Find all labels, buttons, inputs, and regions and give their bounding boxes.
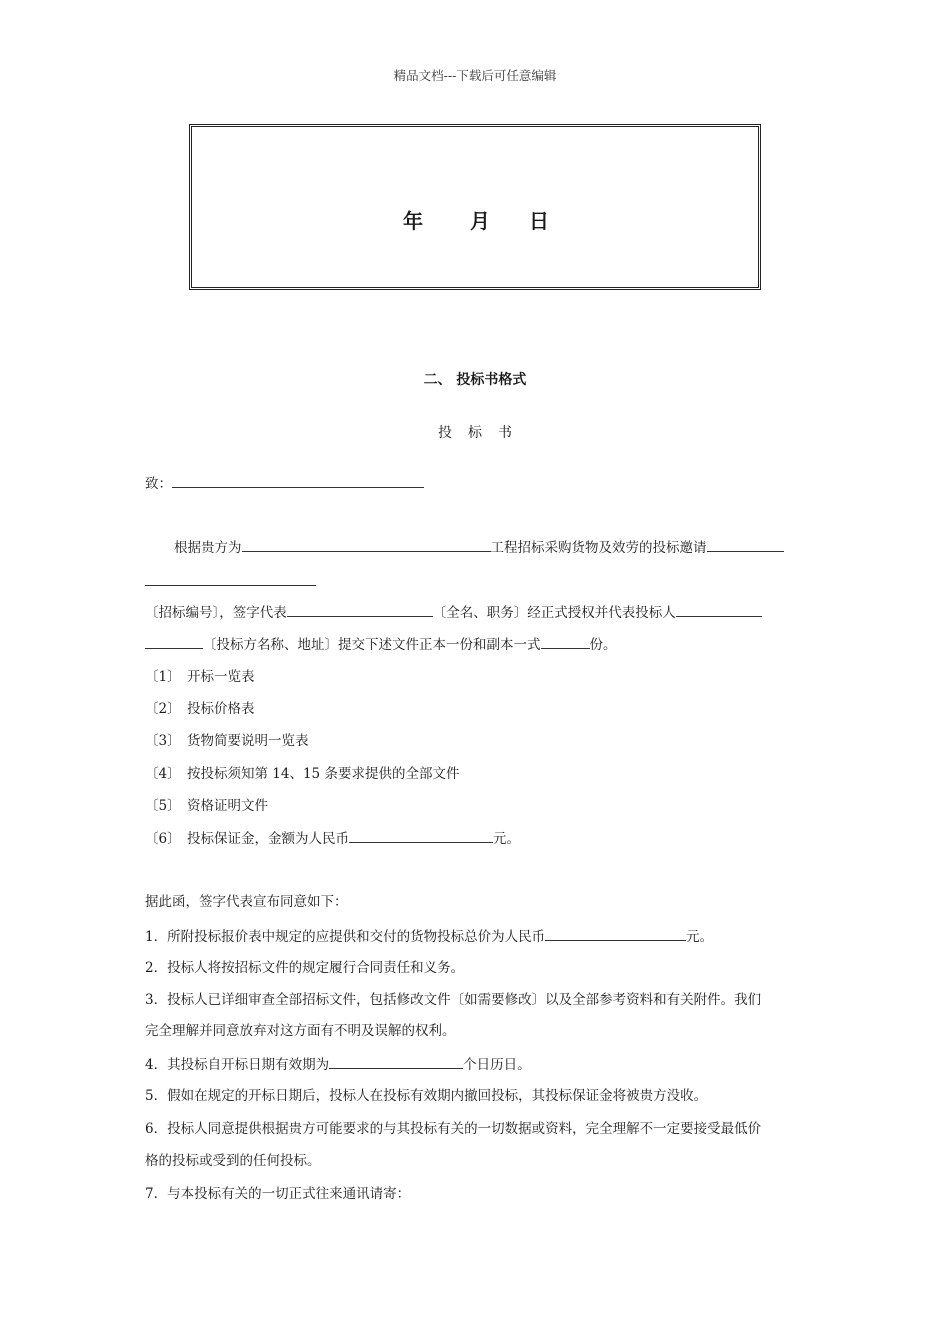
- para1-text-e: 〔投标方名称、地址〕提交下述文件正本一份和副本一式: [203, 637, 541, 653]
- deposit-amount-blank: [349, 828, 493, 843]
- total-price-blank: [545, 926, 686, 941]
- date-month: 月: [470, 209, 490, 233]
- copies-blank: [541, 634, 590, 649]
- bid-number-blank: [145, 585, 316, 586]
- item-text: 按投标须知第 14、15 条要求提供的全部文件: [187, 766, 460, 782]
- clause-7: 7．与本投标有关的一切正式往来通讯请寄：: [145, 1186, 411, 1202]
- date-day: 日: [529, 209, 549, 233]
- para1-line4: [145, 634, 617, 655]
- item-number: 〔4〕: [145, 766, 181, 782]
- clause-4-suffix: 个日历日。: [463, 1057, 531, 1073]
- page-header: 精品文档---下载后可任意编辑: [393, 68, 557, 83]
- para1-text-c: 〔招标编号〕，签字代表: [145, 605, 287, 621]
- validity-days-blank: [329, 1054, 463, 1069]
- item-text: 开标一览表: [187, 669, 255, 685]
- document-title: 投标书: [438, 425, 528, 441]
- item-number: 〔3〕: [145, 733, 181, 749]
- item-number: 〔5〕: [145, 798, 181, 814]
- para1-line3: [145, 602, 762, 623]
- list-item: [145, 764, 459, 784]
- item-text: 资格证明文件: [187, 798, 268, 814]
- para1-text-a: 根据贵方为: [174, 540, 242, 556]
- list-item: [145, 699, 255, 719]
- clause-6-line1: 6．投标人同意提供根据贵方可能要求的与其投标有关的一切数据或资料，完全理解不一定要接受最低价: [145, 1121, 762, 1137]
- item-suffix: 元。: [493, 831, 520, 847]
- clause-6-line2: 格的投标或受到的任何投标。: [145, 1153, 321, 1169]
- invitation-blank: [707, 537, 784, 552]
- to-label: 致：: [145, 476, 172, 492]
- clause-3-line2: 完全理解并同意放弃对这方面有不明及误解的权利。: [145, 1023, 456, 1039]
- item-text: 投标保证金，金额为人民币: [187, 831, 349, 847]
- clause-5: 5．假如在规定的开标日期后，投标人在投标有效期内撤回投标，其投标保证金将被贵方没收。: [145, 1088, 708, 1104]
- item-text: 货物简要说明一览表: [187, 733, 309, 749]
- list-item: [145, 667, 255, 687]
- para1-text-d: 〔全名、职务〕经正式授权并代表投标人: [432, 605, 676, 621]
- clause-4-text: 4．其投标自开标日期有效期为: [145, 1057, 330, 1073]
- addressee-blank: [172, 473, 424, 488]
- para1-text-f: 份。: [589, 637, 617, 653]
- project-name-blank: [242, 537, 491, 552]
- list-item: [145, 731, 309, 751]
- item-number: 〔2〕: [145, 701, 181, 717]
- item-number: 〔6〕: [145, 831, 181, 847]
- addressee-line: [145, 473, 424, 494]
- date-year: 年: [403, 209, 423, 233]
- clause-1-text: 1．所附投标报价表中规定的应提供和交付的货物投标总价为人民币: [145, 929, 546, 945]
- clause-1-suffix: 元。: [686, 929, 714, 945]
- item-text: 投标价格表: [187, 701, 255, 717]
- para1-line1: [174, 537, 784, 558]
- list-item: [145, 828, 520, 849]
- clause-1: [145, 926, 713, 947]
- clause-3-line1: 3．投标人已详细审查全部招标文件，包括修改文件〔如需要修改〕以及全部参考资料和有关附件。我们: [145, 992, 762, 1008]
- clause-2: 2．投标人将按招标文件的规定履行合同责任和义务。: [145, 960, 465, 976]
- list-item: [145, 796, 268, 816]
- declaration: 据此函，签字代表宣布同意如下：: [145, 894, 348, 910]
- para1-text-b: 工程招标采购货物及效劳的投标邀请: [490, 540, 707, 556]
- clause-4: [145, 1054, 531, 1075]
- bidder-blank-cont: [145, 634, 203, 649]
- signatory-blank: [287, 602, 433, 617]
- bidder-blank: [676, 602, 762, 617]
- item-number: 〔1〕: [145, 669, 181, 685]
- section-title: 二、 投标书格式: [423, 372, 527, 388]
